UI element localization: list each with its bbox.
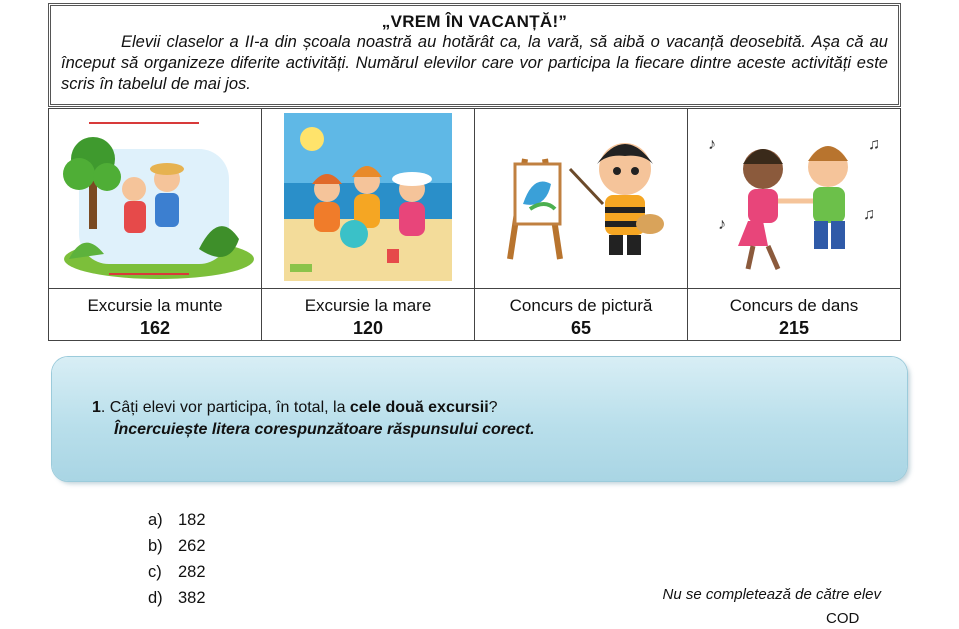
activity-count: 215 — [778, 318, 810, 338]
cod-label: COD — [826, 610, 860, 627]
activity-image-cell — [475, 109, 688, 289]
painting-boy-illustration — [475, 109, 687, 287]
activity-cell — [262, 289, 475, 341]
activity-count: 162 — [139, 318, 171, 338]
answer-options — [148, 507, 206, 611]
answer-option-b[interactable] — [148, 533, 206, 559]
beach-kids-illustration — [262, 109, 474, 287]
mountain-hike-illustration — [49, 109, 261, 287]
option-value: 262 — [178, 537, 206, 555]
activity-name: Concurs de dans — [729, 296, 859, 315]
svg-text:♫: ♫ — [868, 136, 880, 153]
intro-box — [48, 3, 901, 107]
option-letter[interactable]: c) — [148, 563, 162, 581]
activity-image-cell — [688, 109, 901, 289]
activity-count: 65 — [570, 318, 592, 338]
activity-cell — [49, 289, 262, 341]
svg-text:♪: ♪ — [718, 216, 726, 233]
grader-note: Nu se completează de către elev — [662, 586, 881, 603]
option-value: 182 — [178, 511, 206, 529]
svg-text:♪: ♪ — [708, 136, 716, 153]
answer-option-a[interactable] — [148, 507, 206, 533]
question-box — [52, 357, 907, 481]
page-title: „VREM ÎN VACANȚĂ!” — [381, 12, 568, 31]
answer-option-d[interactable] — [148, 585, 206, 611]
activity-cell — [475, 289, 688, 341]
activity-count: 120 — [352, 318, 384, 338]
svg-text:♫: ♫ — [863, 206, 875, 223]
activity-name: Concurs de pictură — [509, 296, 653, 315]
question-instruction: Încercuiește litera corespunzătoare răspunsului corect. — [114, 421, 535, 438]
option-value: 382 — [178, 589, 206, 607]
activities-table — [48, 108, 901, 341]
option-letter[interactable]: d) — [148, 589, 163, 607]
activity-image-cell — [262, 109, 475, 289]
option-letter[interactable]: b) — [148, 537, 163, 555]
activity-name: Excursie la mare — [304, 296, 432, 315]
question-text-before: . Câți elevi vor participa, în total, la — [100, 399, 350, 416]
answer-option-c[interactable] — [148, 559, 206, 585]
activity-image-cell — [49, 109, 262, 289]
question-emphasis: cele două excursii — [349, 399, 489, 416]
question-number: 1 — [92, 399, 101, 416]
dancing-kids-illustration — [688, 109, 900, 287]
activity-name: Excursie la munte — [87, 296, 223, 315]
intro-paragraph: Elevii claselor a II-a din școala noastră au hotărât ca, la vară, să aibă o vacanță deosebită. Așa că au început să organizeze diferite activități. Numărul elevilor care vor participa la fiecare dintre aceste activități este scris în tabelul de mai jos. — [61, 33, 888, 93]
option-value: 282 — [178, 563, 206, 581]
option-letter[interactable]: a) — [148, 511, 163, 529]
activity-cell — [688, 289, 901, 341]
question-text-after: ? — [488, 399, 498, 416]
question-text — [92, 398, 498, 418]
